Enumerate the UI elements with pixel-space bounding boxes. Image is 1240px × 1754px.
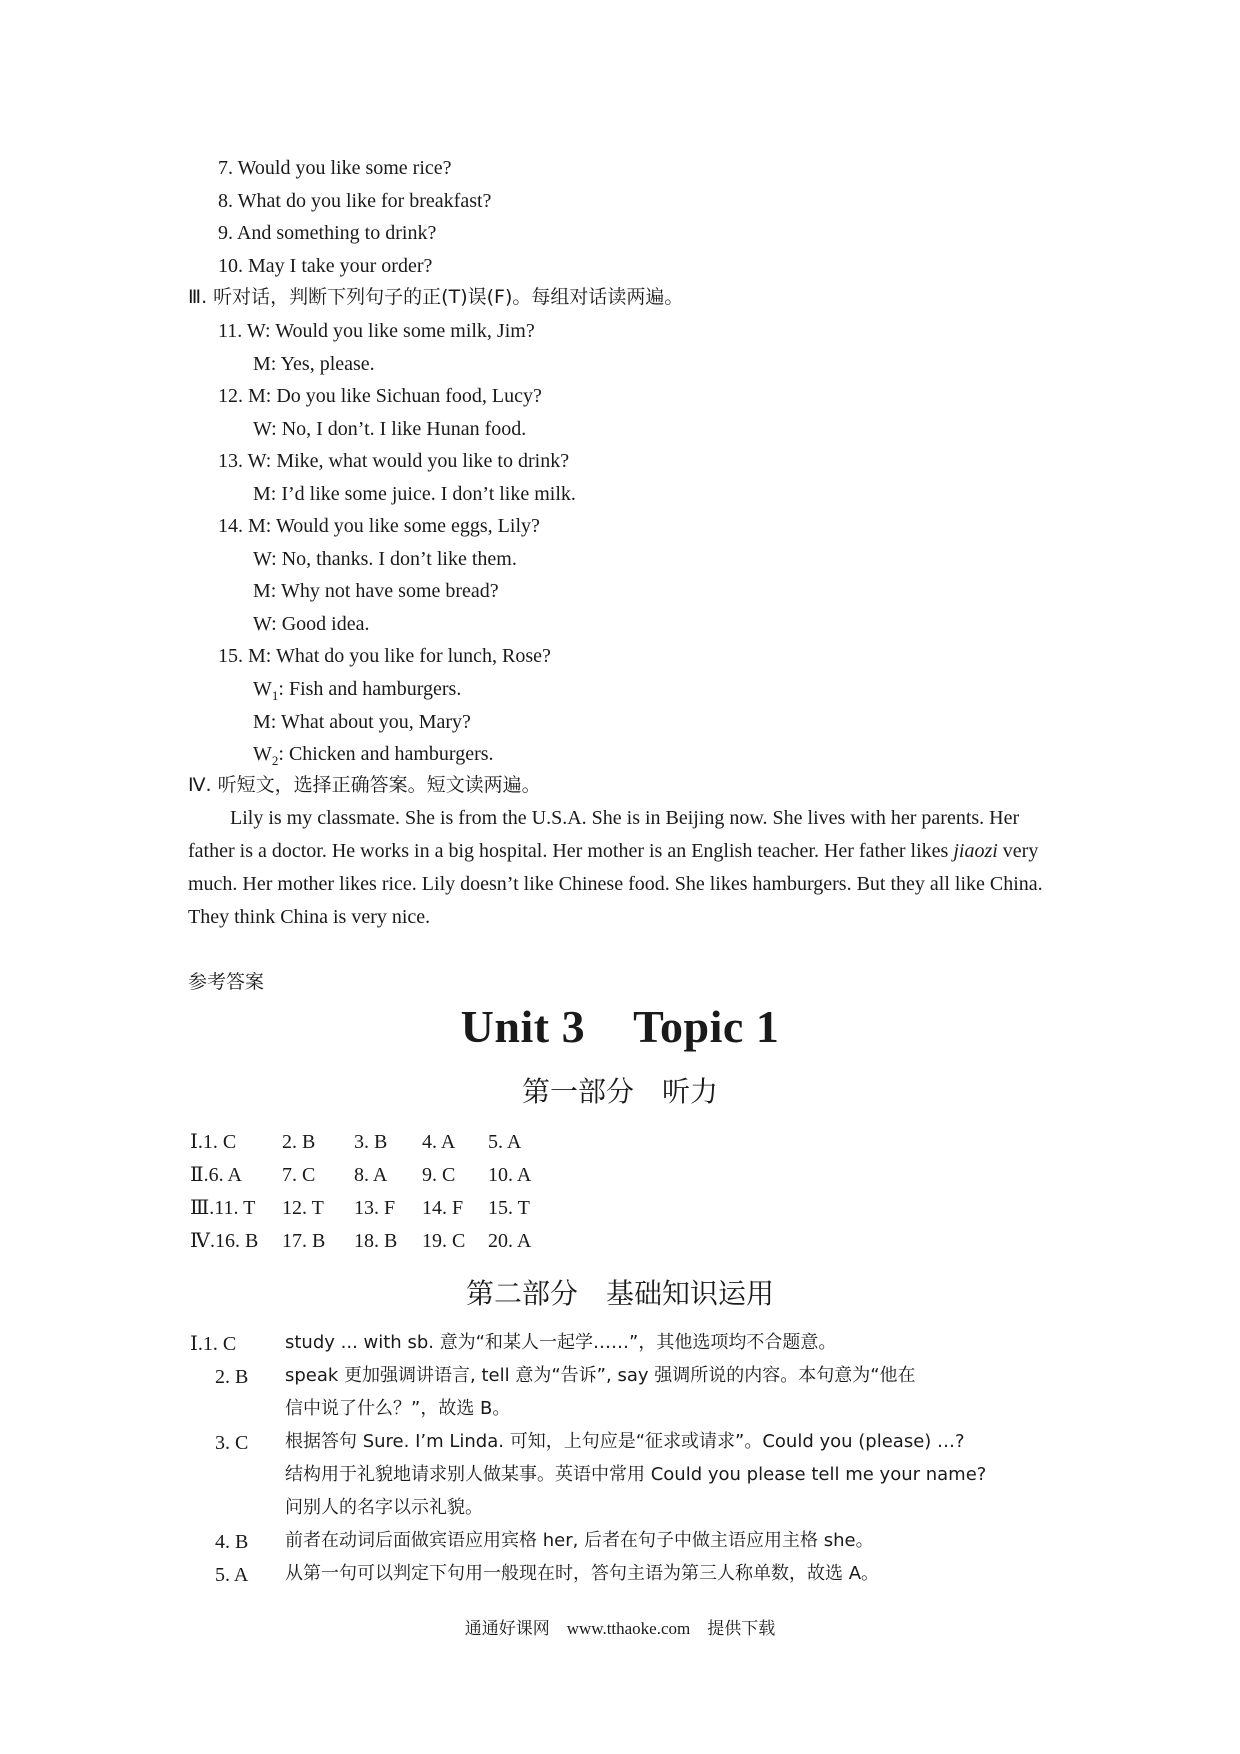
explanation-text: 前者在动词后面做宾语应用宾格 her, 后者在句子中做主语应用主格 she。 [285,1530,874,1551]
answer: Ⅰ.1. C [190,1131,237,1153]
answer: Ⅱ.6. A [190,1164,242,1186]
explanation-number: Ⅰ.1. C [190,1333,237,1355]
answer: 13. F [354,1197,396,1219]
explanation-text: 从第一句可以判定下句用一般现在时，答句主语为第三人称单数，故选 A。 [285,1563,880,1584]
dialogue-line: M: What about you, Mary? [253,711,471,733]
passage-part-2: very much. Her mother likes rice. Lily doesn’t like Chinese food. She likes hamburgers. But they all like China. They think China is very nice. [188,840,1043,928]
part-2-title: 第二部分 基础知识运用 [465,1277,774,1310]
answer: 3. B [354,1131,388,1153]
dialogue-line: 13. W: Mike, what would you like to drink? [218,450,570,472]
explanation-number: 2. B [215,1366,249,1388]
answer: 5. A [488,1131,522,1153]
dialogue-line: 14. M: Would you like some eggs, Lily? [218,515,540,537]
explanation-number: 5. A [215,1564,249,1586]
reference-answer-label: 参考答案 [188,971,265,993]
answer: 14. F [422,1197,464,1219]
passage [188,802,1060,934]
dialogue-line: M: I’d like some juice. I don’t like milk. [253,483,576,505]
answer: 12. T [282,1197,324,1219]
answer: 19. C [422,1230,466,1252]
footer: 通通好课网 www.tthaoke.com 提供下载 [464,1619,776,1638]
question-10: 10. May I take your order? [218,255,433,277]
question-9: 9. And something to drink? [218,222,437,244]
section-4-heading: Ⅳ. 听短文，选择正确答案。短文读两遍。 [188,774,541,796]
explanation-text: 根据答句 Sure. I’m Linda. 可知，上句应是“征求或请求”。Could you (please) …? [285,1431,965,1452]
passage-part-1: Lily is my classmate. She is from the U.S.A. She is in Beijing now. She lives with her parents. Her father is a doctor. He works in a big hospital. Her mother is an English teacher. Her father likes [188,807,1020,862]
explanation-text: 结构用于礼貌地请求别人做某事。英语中常用 Could you please tell me your name? [285,1464,987,1485]
answer: 4. A [422,1131,456,1153]
dialogue-line [253,744,494,767]
explanation-number: 4. B [215,1531,249,1553]
question-8: 8. What do you like for breakfast? [218,190,492,212]
dialogue-line: W: No, thanks. I don’t like them. [253,548,517,570]
answer: 15. T [488,1197,530,1219]
dialogue-line: W: No, I don’t. I like Hunan food. [253,418,527,440]
dialogue-line: 11. W: Would you like some milk, Jim? [218,320,535,342]
explanation-number: 3. C [215,1432,249,1454]
dialogue-line: 15. M: What do you like for lunch, Rose? [218,645,551,667]
dialogue-text: : Fish and hamburgers. [278,678,462,700]
answer-row [190,1165,531,1185]
answer-row [190,1231,531,1251]
passage-italic-word: jiaozi [953,840,998,862]
answer: 2. B [282,1131,316,1153]
section-3-heading: Ⅲ. 听对话，判断下列句子的正(T)误(F)。每组对话读两遍。 [188,286,684,308]
answer: Ⅲ.11. T [190,1197,256,1219]
speaker-subscript: 1 [271,688,279,703]
answer: 17. B [282,1230,326,1252]
answer: 18. B [354,1230,398,1252]
speaker-subscript: 2 [271,753,279,768]
question-7: 7. Would you like some rice? [218,157,452,179]
answer: 10. A [488,1164,532,1186]
dialogue-line [253,679,461,702]
answer: 9. C [422,1164,456,1186]
explanation-text: speak 更加强调讲语言, tell 意为“告诉”, say 强调所说的内容。本句意为“他在 [285,1365,916,1386]
page-title [0,1001,1240,1052]
dialogue-line: 12. M: Do you like Sichuan food, Lucy? [218,385,542,407]
dialogue-text: : Chicken and hamburgers. [278,743,494,765]
topic-label: Topic 1 [633,1001,780,1052]
speaker-w: W [253,678,272,700]
dialogue-line: W: Good idea. [253,613,370,635]
answer: 20. A [488,1230,532,1252]
answer: 8. A [354,1164,388,1186]
dialogue-line: M: Why not have some bread? [253,580,499,602]
dialogue-line: M: Yes, please. [253,353,375,375]
explanation-text: 信中说了什么？”，故选 B。 [285,1398,511,1419]
answer: 7. C [282,1164,316,1186]
answer-row [190,1198,530,1218]
part-1-title: 第一部分 听力 [521,1075,718,1108]
unit-label: Unit 3 [460,1001,586,1052]
answer-row [190,1132,521,1152]
speaker-w: W [253,743,272,765]
explanation-text: study ... with sb. 意为“和某人一起学……”，其他选项均不合题意。 [285,1332,837,1353]
explanation-text: 问别人的名字以示礼貌。 [285,1497,483,1518]
answer: Ⅳ.16. B [190,1230,259,1252]
